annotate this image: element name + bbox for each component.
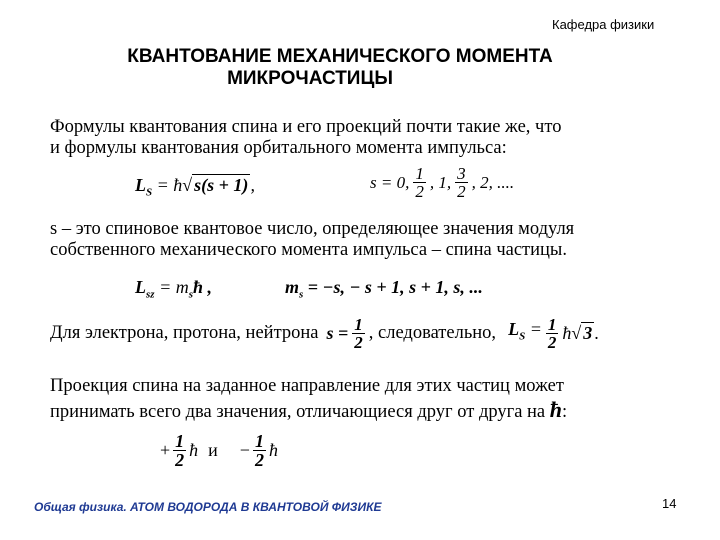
spin-magnitude-formula: $L_S$ = ħ√ s(s + 1) , [135, 175, 255, 199]
paragraph-3: Для электрона, протона, нейтрона s = $\frac{1}{2}$ , следовательно, $L_S$ = $\frac{1}{2}$ ħ√ 3 . [50, 315, 599, 352]
paragraph-2-line-1: s – это спиновое квантовое число, определяющее значения модуля [50, 219, 575, 239]
spin-values-list: s = 0, $\frac{1}{2}$ , 1, $\frac{3}{2}$ , 2, .... [370, 164, 515, 201]
paragraph-4-line-2: принимать всего два значения, отличающиеся друг от друга на ħ: [50, 397, 568, 422]
paragraph-1-line-2: и формулы квантования орбитального момента импульса: [50, 138, 507, 158]
slide-title-line-2: МИКРОЧАСТИЦЫ [227, 68, 393, 89]
page-number: 14 [662, 496, 677, 511]
paragraph-4-line-1: Проекция спина на заданное направление для этих частиц может [50, 376, 564, 396]
department-label: Кафедра физики [552, 17, 655, 32]
two-projection-values: + $\frac{1}{2}$ ħ и − $\frac{1}{2}$ ħ [160, 431, 278, 470]
paragraph-2-line-2: собственного механического момента импульса – спина частицы. [50, 240, 567, 260]
spin-projection-values: $m_s = -s$, − s + 1, s + 1, s, ... [285, 277, 483, 301]
footer-course-title: Общая физика. АТОМ ВОДОРОДА В КВАНТОВОЙ ФИЗИКЕ [34, 500, 382, 514]
slide-title-line-1: КВАНТОВАНИЕ МЕХАНИЧЕСКОГО МОМЕНТА [127, 46, 553, 67]
paragraph-1-line-1: Формулы квантования спина и его проекций почти такие же, что [50, 117, 562, 137]
spin-projection-formula: $L_{sz}$ = $m_sħ$ , [135, 277, 213, 301]
